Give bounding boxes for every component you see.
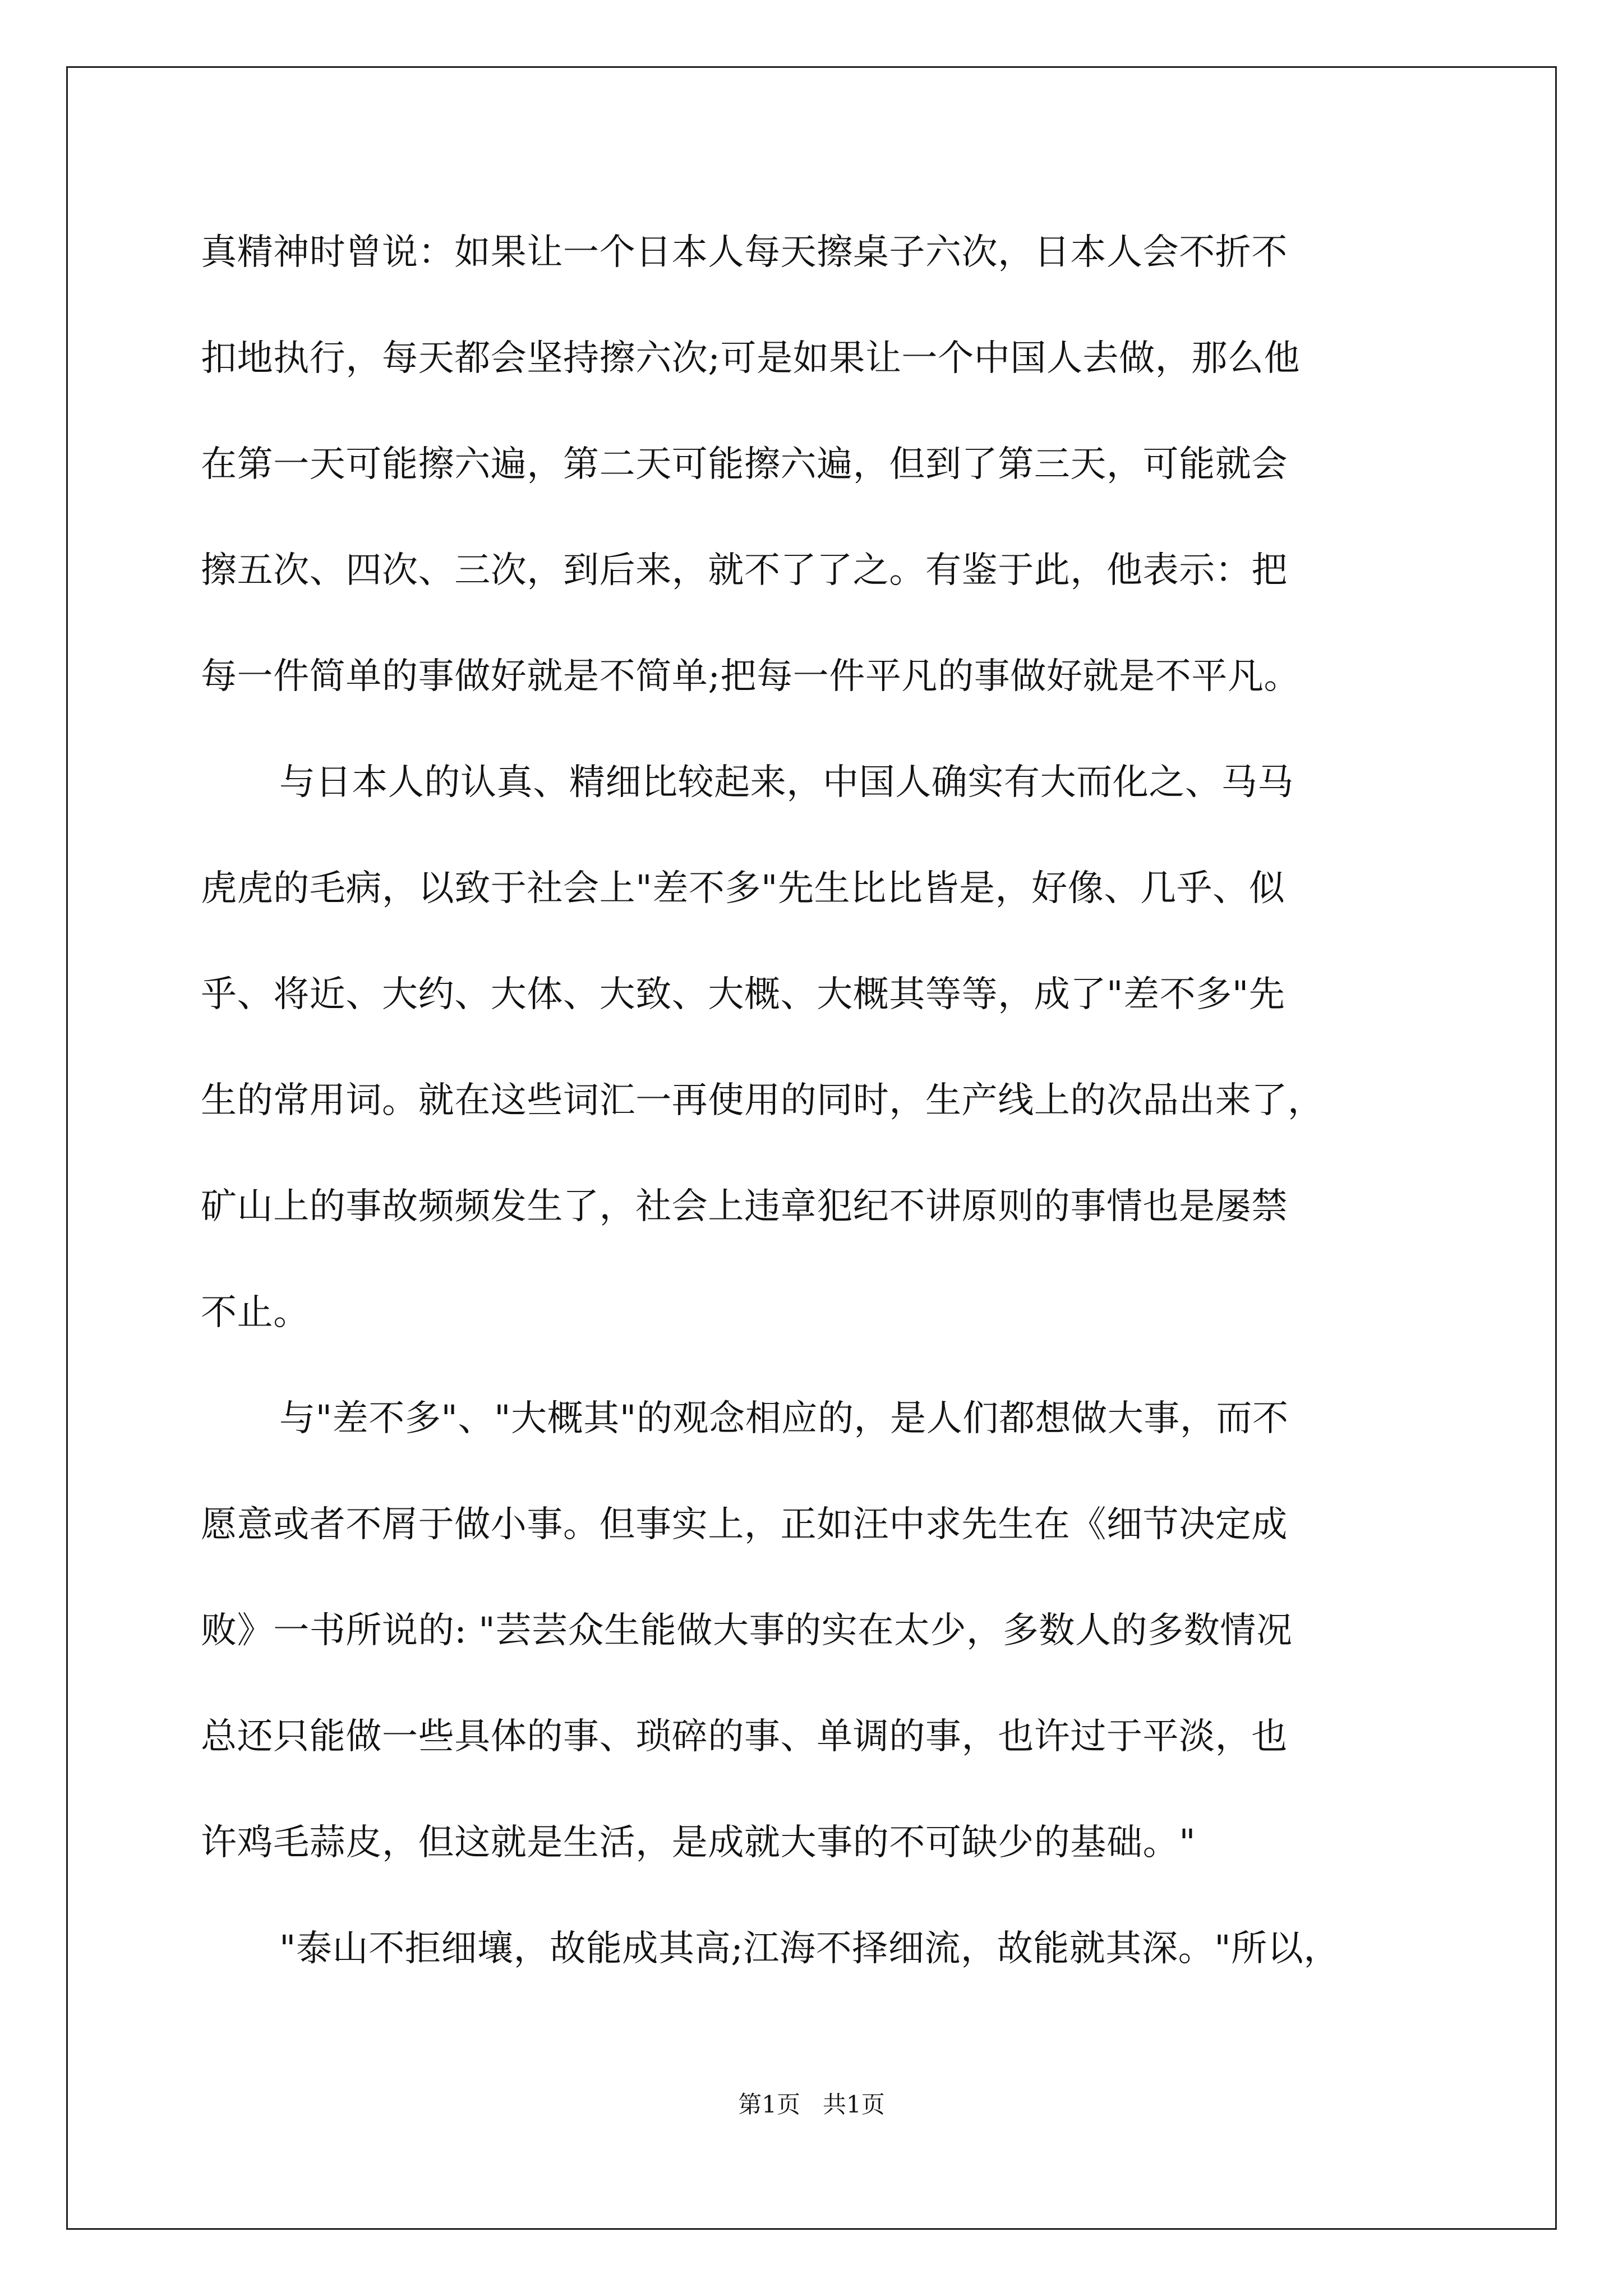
text-line: 矿山上的事故频频发生了，社会上违章犯纪不讲原则的事情也是屡禁: [201, 1186, 1288, 1227]
text-line: 每一件简单的事做好就是不简单;把每一件平凡的事做好就是不平凡。: [201, 656, 1301, 697]
text-line: 虎虎的毛病，以致于社会上"差不多"先生比比皆是，好像、几乎、似: [201, 868, 1285, 909]
text-line: 在第一天可能擦六遍，第二天可能擦六遍，但到了第三天，可能就会: [201, 444, 1288, 485]
text-line: 许鸡毛蒜皮，但这就是生活，是成就大事的不可缺少的基础。": [201, 1822, 1196, 1864]
text-line: 扣地执行，每天都会坚持擦六次;可是如果让一个中国人去做，那么他: [201, 338, 1301, 379]
text-line: 擦五次、四次、三次，到后来，就不了了之。有鉴于此，他表示：把: [201, 550, 1288, 591]
page-number-footer: 第1页 共1页: [738, 2091, 885, 2118]
text-line: 总还只能做一些具体的事、琐碎的事、单调的事，也许过于平淡，也: [201, 1716, 1288, 1757]
text-line: 与"差不多"、"大概其"的观念相应的，是人们都想做大事，而不: [279, 1398, 1289, 1439]
text-line: 愿意或者不屑于做小事。但事实上，正如汪中求先生在《细节决定成: [201, 1504, 1288, 1545]
text-line: 败》一书所说的: "芸芸众生能做大事的实在太少，多数人的多数情况: [201, 1610, 1293, 1651]
text-line: 不止。: [201, 1292, 310, 1333]
page-border: [66, 66, 1557, 2230]
text-line: "泰山不拒细壤，故能成其高;江海不择细流，故能就其深。"所以，: [279, 1928, 1340, 1970]
text-line: 与日本人的认真、精细比较起来，中国人确实有大而化之、马马: [279, 762, 1294, 803]
text-line: 真精神时曾说：如果让一个日本人每天擦桌子六次，日本人会不折不: [201, 232, 1288, 273]
text-line: 乎、将近、大约、大体、大致、大概、大概其等等，成了"差不多"先: [201, 974, 1285, 1015]
text-line: 生的常用词。就在这些词汇一再使用的同时，生产线上的次品出来了，: [201, 1080, 1324, 1121]
